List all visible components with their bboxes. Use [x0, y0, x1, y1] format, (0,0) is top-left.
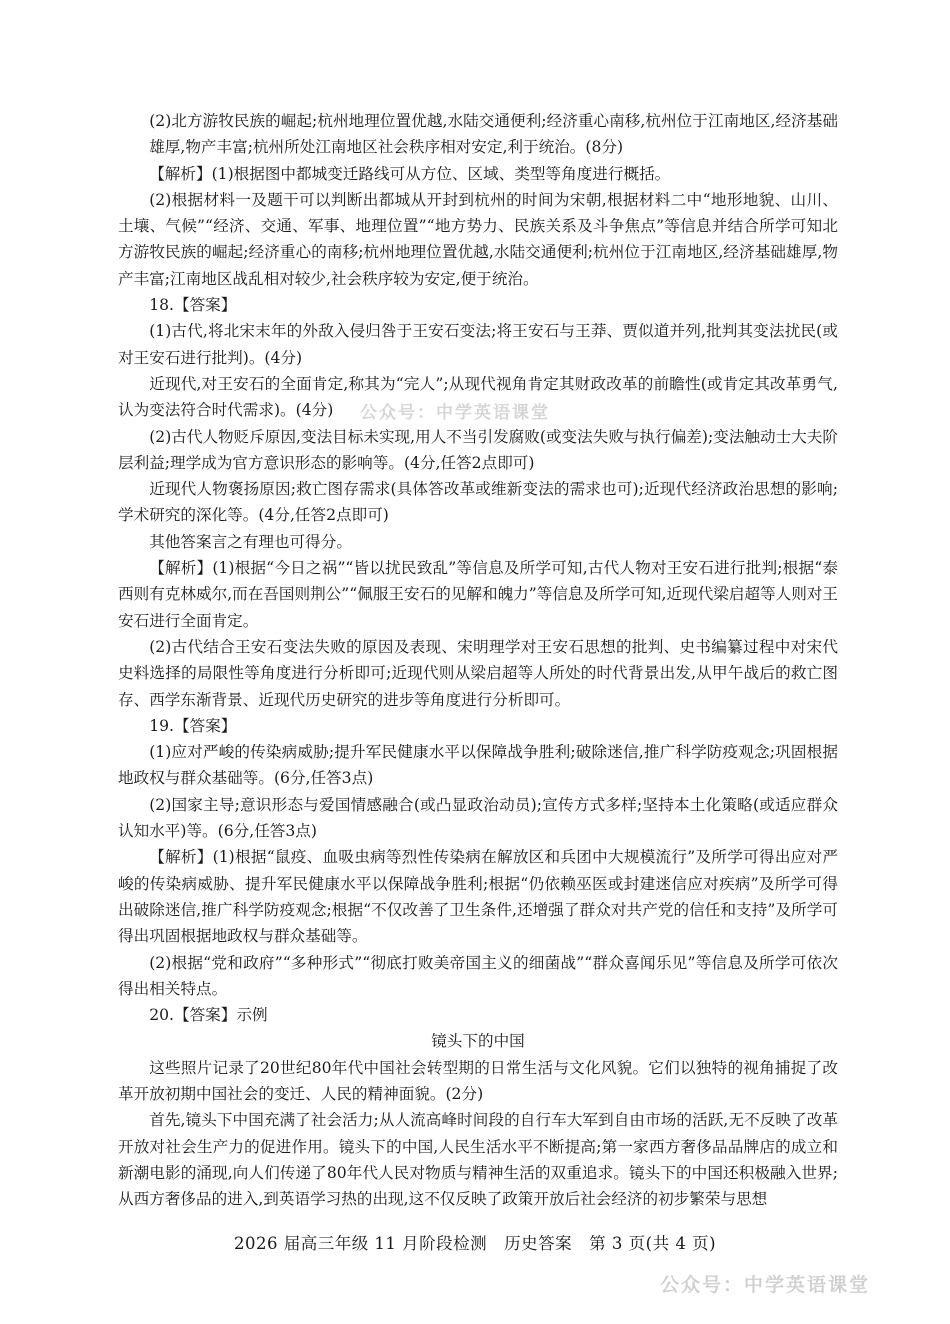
watermark-mid: 公众号：中学英语课堂 [360, 403, 550, 423]
q18-part1-ancient: (1)古代,将北宋末年的外敌入侵归咎于王安石变法;将王安石与王莽、贾似道并列,批判其变法扰民(或对王安石进行批判)。(4分) [118, 322, 838, 367]
essay-paragraph-1: 这些照片记录了20世纪80年代中国社会转型期的日常生活与文化风貌。它们以独特的视角捕捉了改革开放初期中国社会的变迁、人民的精神面貌。(2分) [118, 1058, 838, 1103]
q18-other-note: 其他答案言之有理也可得分。 [149, 532, 352, 551]
watermark-bottom: 公众号：中学英语课堂 [660, 1274, 871, 1296]
q17-part2-answer: (2)北方游牧民族的崛起;杭州地理位置优越,水陆交通便利;经济重心南移,杭州位于江南地区,经济基础雄厚,物产丰富;杭州所处江南地区社会秩序相对安定,利于统治。(8分) [149, 112, 838, 157]
q20-heading: 20.【答案】示例 [149, 1006, 268, 1025]
q18-part2-ancient: (2)古代人物贬斥原因,变法目标未实现,用人不当引发腐败(或变法失败与执行偏差);变法触动士大夫阶层利益;理学成为官方意识形态的影响等。(4分,任答2点即可) [118, 427, 838, 472]
q17-analysis-2: (2)根据材料一及题干可以判断出都城从开封到杭州的时间为宋朝,根据材料二中“地形地貌、山川、土壤、气候”“经济、交通、军事、地理位置”“地方势力、民族关系及斗争焦点”等信息并结合所学可知北方游牧民族的崛起;经济重心的南移;杭州地理位置优越,水陆交通便利;杭州位于江南地区,经济基础雄厚,物产丰富;江南地区战乱相对较少,社会秩序较为安定,便于统治。 [118, 190, 838, 288]
q19-analysis-1: 【解析】(1)根据“鼠疫、血吸虫病等烈性传染病在解放区和兵团中大规模流行”及所学可得出应对严峻的传染病威胁、提升军民健康水平以保障战争胜利;根据“仍依赖巫医或封建迷信应对疾病”及所学可得出破除迷信,推广科学防疫观念;根据“不仅改善了卫生条件,还增强了群众对共产党的信任和支持”及所学可得出巩固根据地政权与群众基础等。 [118, 848, 838, 946]
q19-part1: (1)应对严峻的传染病威胁;提升军民健康水平以保障战争胜利;破除迷信,推广科学防疫观念;巩固根据地政权与群众基础等。(6分,任答3点) [118, 743, 838, 788]
q18-heading: 18.【答案】 [149, 296, 237, 315]
essay-paragraph-2: 首先,镜头下中国充满了社会活力;从人流高峰时间段的自行车大军到自由市场的活跃,无不反映了改革开放对社会生产力的促进作用。镜头下的中国,人民生活水平不断提高;第一家西方奢侈品品牌店的成立和新潮电影的涌现,向人们传递了80年代人民对物质与精神生活的双重追求。镜头下的中国还积极融入世界;从西方奢侈品的进入,到英语学习热的出现,这不仅反映了政策开放后社会经济的初步繁荣与思想 [118, 1111, 838, 1209]
q19-analysis-2: (2)根据“党和政府”“多种形式”“彻底打败美帝国主义的细菌战”“群众喜闻乐见”等信息及所学可依次得出相关特点。 [118, 953, 838, 998]
q18-part2-modern: 近现代人物褒扬原因;救亡图存需求(具体答改革或维新变法的需求也可);近现代经济政治思想的影响;学术研究的深化等。(4分,任答2点即可) [118, 480, 838, 525]
answer-content [118, 108, 838, 1212]
q17-analysis-1: 【解析】(1)根据图中都城变迁路线可从方位、区域、类型等角度进行概括。 [149, 164, 671, 183]
q18-part1-modern: 近现代,对王安石的全面肯定,称其为“完人”;从现代视角肯定其财政改革的前瞻性(或肯定其改革勇气,认为变法符合时代需求)。(4分) [118, 374, 838, 420]
essay-title: 镜头下的中国 [431, 1032, 525, 1051]
q18-analysis-1: 【解析】(1)根据“今日之祸”“皆以扰民致乱”等信息及所学可知,古代人物对王安石进行批判;根据“泰西则有克林威尔,而在吾国则荆公”“佩服王安石的见解和魄力”等信息及所学可知,近现代梁启超等人则对王安石进行全面肯定。 [118, 559, 838, 630]
page-footer: 2026 届高三年级 11 月阶段检测 历史答案 第 3 页(共 4 页) [233, 1234, 717, 1253]
q18-analysis-2: (2)古代结合王安石变法失败的原因及表现、宋明理学对王安石思想的批判、史书编纂过程中对宋代史料选择的局限性等角度进行分析即可;近现代则从梁启超等人所处的时代背景出发,从甲午战后的救亡图存、西学东渐背景、近现代历史研究的进步等角度进行分析即可。 [118, 637, 838, 709]
q19-part2: (2)国家主导;意识形态与爱国情感融合(或凸显政治动员);宣传方式多样;坚持本土化策略(或适应群众认知水平)等。(6分,任答3点) [118, 795, 838, 841]
q19-heading: 19.【答案】 [149, 716, 237, 735]
